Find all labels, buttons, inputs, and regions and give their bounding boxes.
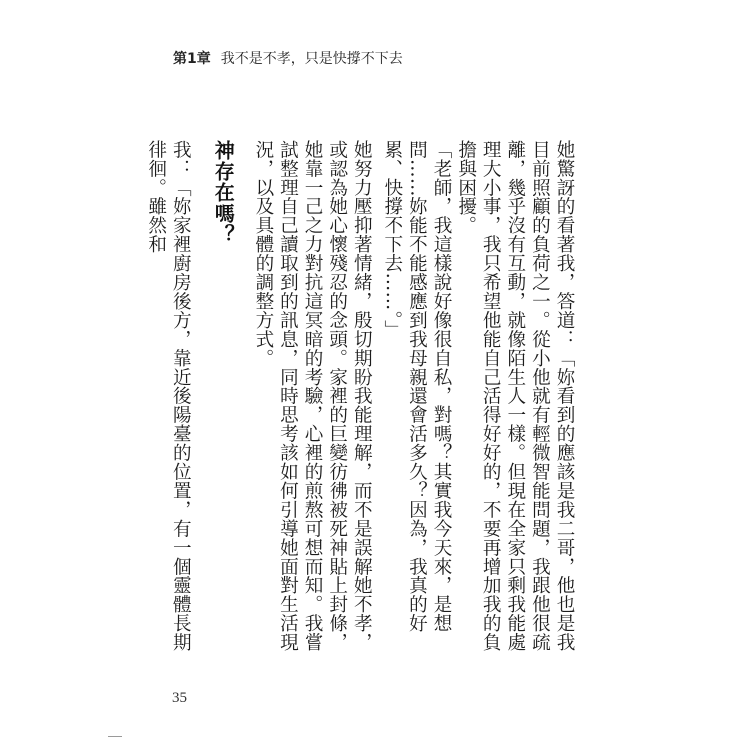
- gutter-mark: [108, 736, 122, 737]
- paragraph-1: 她驚訝的看著我，答道：「妳看到的應該是我二哥，他也是我目前照顧的負荷之一。從小他就有輕微智能問題，我跟他很疏離，幾乎沒有互動，就像陌生人一樣。但現在全家只剩我能處理大小事，我只希望他能自己活得好好的，不要再增加我的負擔與困擾。: [455, 140, 575, 652]
- paragraph-2: 「老師，我這樣說好像很自私，對嗎？其實我今天來，是想問……妳能不能感應到我母親還會活多久？因為，我真的好累、快撐不下去……。」: [381, 140, 453, 633]
- chapter-number: 第1章: [173, 51, 211, 67]
- section-paragraph: 我：「妳家裡廚房後方，靠近後陽臺的位置，有一個靈體長期徘徊。雖然和: [145, 140, 192, 652]
- running-header: [173, 48, 403, 68]
- body-text: [145, 140, 576, 670]
- chapter-title: 我不是不孝，只是快撐不下去: [220, 51, 403, 67]
- page-number: 35: [172, 690, 187, 706]
- section-heading: 神存在嗎？: [211, 140, 236, 245]
- paragraph-3: 她努力壓抑著情緒，殷切期盼我能理解，而不是誤解她不孝，或認為她心懷殘忍的念頭。家裡的巨變彷彿被死神貼上封條，她靠一己之力對抗這冥暗的考驗，心裡的煎熬可想而知。我嘗試整理自己讀取到的訊息，同時思考該如何引導她面對生活現況，以及具體的調整方式。: [252, 140, 373, 652]
